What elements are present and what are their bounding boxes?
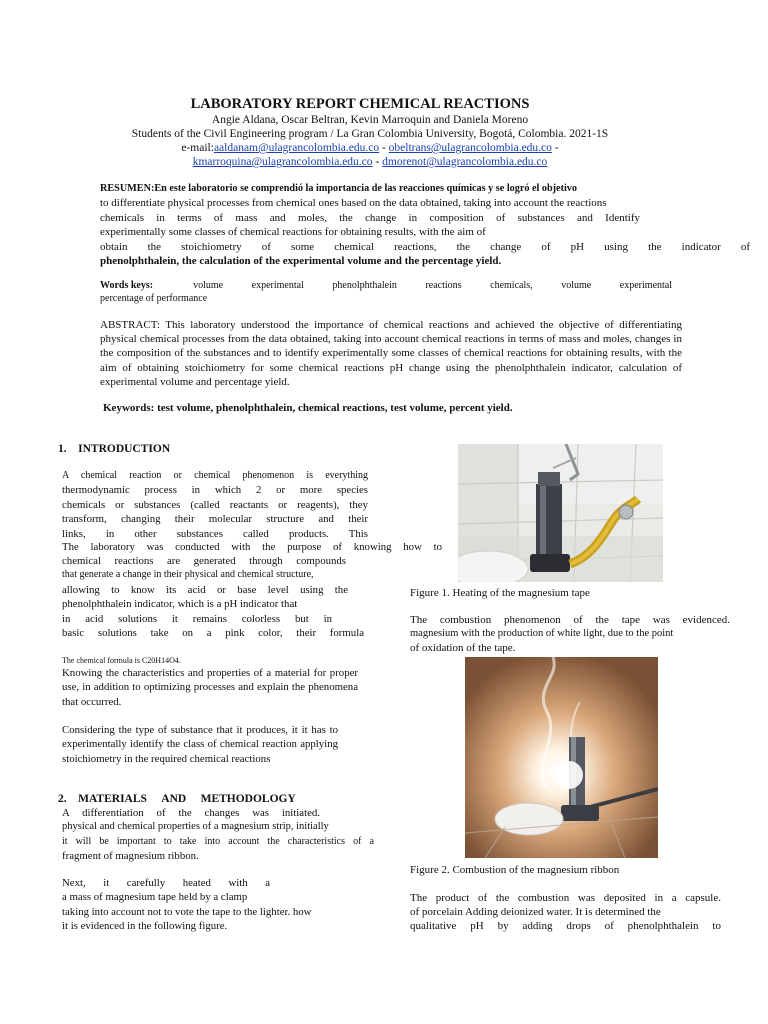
- figure-2-text-line: The product of the combustion was deposited in a capsule.: [410, 892, 721, 904]
- abstract: ABSTRACT: This laboratory understood the importance of chemical reactions and achieved the objective of differentiating physical chemical processes from the data obtained, taking into account chemical reactions in terms of mass and moles, changes in the composition of the substances and to identify experimentally some classes of chemical reactions for obtaining results, with the aim of obtaining stoichiometry for some chemical reactions pH change using the phenolphthalein indicator, calculation of experimental volume and percentage yield.: [100, 319, 682, 388]
- resumen-label: RESUMEN:: [100, 183, 155, 194]
- words-keys-block: [100, 279, 672, 305]
- email-separator: -: [379, 142, 389, 154]
- intro-line: allowing to know its acid or base level using the: [62, 583, 348, 596]
- figure-2-text: [410, 891, 721, 933]
- resumen-block: [100, 182, 750, 268]
- resumen-line: obtain the stoichiometry of some chemical reactions, the change of pH using the indicator of: [100, 240, 750, 253]
- bunsen-burner-heating-image: [458, 444, 663, 582]
- email-separator: -: [372, 156, 383, 168]
- intro-line: A chemical reaction or chemical phenomenon is everything: [62, 470, 368, 481]
- keywords: Keywords: test volume, phenolphthalein, chemical reactions, test volume, percent yield.: [103, 402, 513, 414]
- email-link-aaldanam[interactable]: aaldanam@ulagrancolombia.edu.co: [213, 142, 380, 154]
- method-line: A differentiation of the changes was initiated.: [62, 807, 320, 819]
- figure-1-photo: [458, 444, 663, 582]
- intro-line: links, in other substances called products. This: [62, 527, 368, 540]
- formula-line: The chemical formula is C20H14O4.: [62, 656, 181, 665]
- email-line-2: [0, 155, 740, 169]
- resumen-line: to differentiate physical processes from chemical ones based on the data obtained, taking into account the reactions: [100, 197, 607, 210]
- paper-title: LABORATORY REPORT CHEMICAL REACTIONS: [190, 96, 530, 112]
- email-line-1: [0, 141, 740, 155]
- email-link-dmorenot[interactable]: dmorenot@ulagrancolombia.edu.co: [382, 156, 548, 168]
- email-link-obeltrans[interactable]: obeltrans@ulagrancolombia.edu.co: [388, 142, 552, 154]
- figure-2-text-line: of porcelain Adding deionized water. It is determined the: [410, 906, 661, 918]
- figure-1-text-line: of oxidation of the tape.: [410, 642, 516, 654]
- affiliation: Students of the Civil Engineering program / La Gran Colombia University, Bogotá, Colombia. 2021-1S: [131, 128, 609, 140]
- resumen-line: chemicals in terms of mass and moles, the change in composition of substances and Identify: [100, 211, 640, 224]
- intro-line: transform, changing their molecular structure and their: [62, 513, 368, 526]
- words-keys-line1: volume experimental phenolphthalein reactions chemicals, volume experimental: [193, 280, 672, 291]
- intro-line: that generate a change in their physical and chemical structure,: [62, 569, 314, 581]
- intro-paragraph-1: [62, 469, 368, 541]
- email-prefix: e-mail:: [181, 142, 214, 154]
- figure-1-caption: Figure 1. Heating of the magnesium tape: [410, 587, 590, 599]
- figure-1-text: [410, 613, 730, 655]
- words-keys-label: Words keys:: [100, 280, 154, 291]
- method-line: taking into account not to vote the tape to the lighter. how: [62, 905, 312, 918]
- words-keys-line2: percentage of performance: [100, 293, 208, 304]
- method-line: it is evidenced in the following figure.: [62, 920, 228, 933]
- resumen-bold-text: En este laboratorio se comprendió la importancia de las reacciones químicas y se logró el objetivo: [154, 183, 577, 194]
- method-line: fragment of magnesium ribbon.: [62, 850, 199, 863]
- magnesium-combustion-image: [465, 657, 658, 858]
- figure-1-text-line: The combustion phenomenon of the tape was evidenced.: [410, 614, 730, 626]
- method-line: it will be important to take into account the characteristics of a: [62, 835, 374, 847]
- intro-paragraph-2: Knowing the characteristics and properties of a material for proper use, in addition to optimizing processes and explain the phenomena that occurred.: [62, 667, 358, 708]
- intro-wide-line: The laboratory was conducted with the purpose of knowing how to: [62, 541, 442, 553]
- email-link-kmarroquina[interactable]: kmarroquina@ulagrancolombia.edu.co: [192, 156, 373, 168]
- intro-line: basic solutions take on a pink color, their formula: [62, 627, 364, 640]
- method-line: a mass of magnesium tape held by a clamp: [62, 891, 248, 904]
- intro-line: in acid solutions it remains colorless but in: [62, 612, 332, 625]
- method-line: Next, it carefully heated with a: [62, 877, 270, 889]
- figure-2-text-line: qualitative pH by adding drops of phenolphthalein to: [410, 920, 721, 932]
- intro-line: chemical reactions are generated through compounds: [62, 555, 346, 567]
- email-separator: -: [551, 142, 559, 154]
- figure-2-photo: [465, 657, 658, 858]
- method-line: physical and chemical properties of a magnesium strip, initially: [62, 821, 329, 833]
- intro-line: phenolphthalein indicator, which is a pH indicator that: [62, 598, 298, 611]
- intro-line: thermodynamic process in which 2 or more species: [62, 484, 368, 497]
- section-heading-introduction: 1. INTRODUCTION: [58, 443, 171, 455]
- figure-1-text-line: magnesium with the production of white light, due to the point: [410, 628, 674, 639]
- methodology-paragraph-1: [62, 806, 374, 864]
- intro-line: chemicals or substances (called reactants or reagents), they: [62, 498, 368, 511]
- resumen-last-line: phenolphthalein, the calculation of the experimental volume and the percentage yield.: [100, 255, 502, 268]
- figure-2-caption: Figure 2. Combustion of the magnesium ribbon: [410, 864, 620, 876]
- section-heading-materials: 2. MATERIALS AND METHODOLOGY: [58, 793, 296, 805]
- authors: Angie Aldana, Oscar Beltran, Kevin Marroquin and Daniela Moreno: [211, 114, 529, 126]
- resumen-line: experimentally some classes of chemical reactions for obtaining results, with the aim of: [100, 226, 486, 239]
- methodology-paragraph-2: [62, 876, 362, 934]
- intro-paragraph-3: Considering the type of substance that it produces, it it has to experimentally identify the class of chemical reaction applying stoichiometry in the required chemical reactions: [62, 724, 338, 765]
- intro-paragraph-1b: [62, 554, 396, 640]
